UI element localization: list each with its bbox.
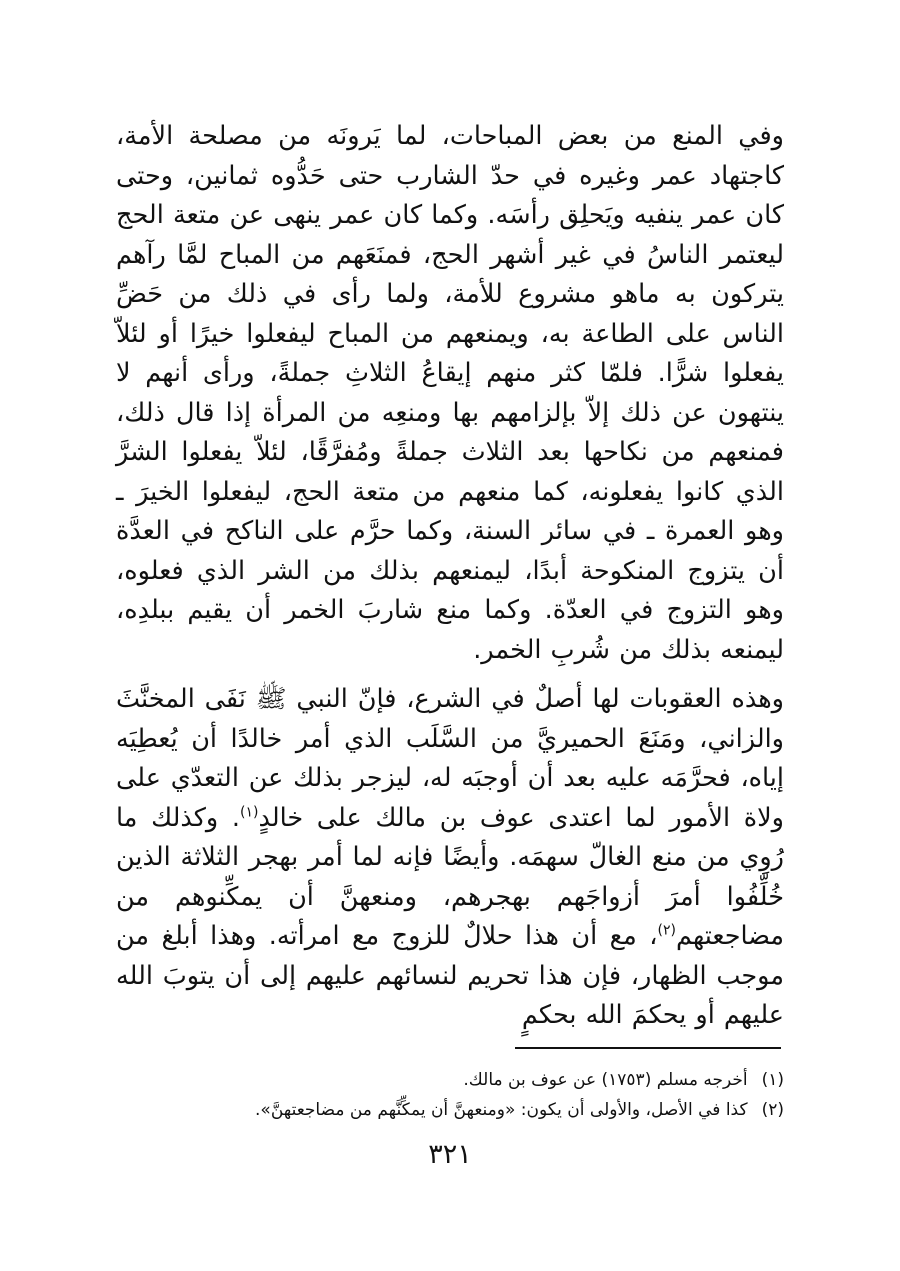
footnote-divider	[515, 1047, 781, 1049]
footnote-reference[interactable]: (١)	[239, 804, 259, 820]
footnote-text: كذا في الأصل، والأولى أن يكون: «ومنعهنَّ أن يمكِّنَّهم من مضاجعتهنَّ».	[255, 1100, 748, 1120]
paragraph-2	[116, 680, 784, 1036]
footnote	[255, 1095, 784, 1125]
footnote	[300, 1065, 784, 1095]
paragraph-text: وفي المنع من بعض المباحات، لما يَرونَه من مصلحة الأمة، كاجتهاد عمر وغيره في حدّ الشارب حتى حَدُّوه ثمانين، وحتى كان عمر ينفيه ويَحلِق رأسَه. وكما كان عمر ينهى عن متعة الحج ليعتمر الناسُ في غير أشهر الحج، فمنَعَهم من المباح لمَّا رآهم يتركون به ماهو مشروع للأمة، ولما رأى في ذلك من حَضِّ الناس على الطاعة به، ويمنعهم من المباح ليفعلوا خيرًا أو لئلاّ يفعلوا شرًّا. فلمّا كثر منهم إيقاعُ الثلاثِ جملةً، ورأى أنهم لا ينتهون عن ذلك إلاّ بإلزامهم بها ومنعِه من المرأة إذا قال ذلك، فمنعهم من نكاحها بعد الثلاث جملةً ومُفرَّقًا، لئلاّ يفعلوا الشرَّ الذي كانوا يفعلونه، كما منعهم من متعة الحج، ليفعلوا الخيرَ ـ وهو العمرة ـ في سائر السنة، وكما حرَّم على الناكح في العدَّة أن يتزوج المنكوحة أبدًا، ليمنعهم بذلك من الشر الذي فعلوه، وهو التزوج في العدّة. وكما منع شاربَ الخمر أن يقيم ببلدِه، ليمنعه بذلك من شُربِ الخمر.	[116, 121, 784, 665]
page-number: ٣٢١	[428, 1139, 472, 1170]
footnote-number: (٢)	[761, 1100, 784, 1120]
paragraph-text: . وكذلك ما رُوِي من منع الغالّ سهمَه. وأيضًا فإنه لما أمر بهجر الثلاثة الذين خُلِّفُوا أمرَ أزواجَهم بهجرهم، ومنعهنَّ أن يمكِّنوهم من مضاجعتهم	[116, 802, 784, 951]
paragraph-1	[116, 117, 784, 670]
footnotes	[255, 1065, 784, 1125]
footnote-reference[interactable]: (٢)	[657, 922, 676, 939]
footnote-number: (١)	[761, 1070, 784, 1090]
main-text	[116, 117, 784, 1036]
footnote-text: أخرجه مسلم (١٧٥٣) عن عوف بن مالك.	[463, 1070, 748, 1090]
paragraph-text: وهذه العقوبات لها أصلٌ في الشرع، فإنّ النبي ﷺ نَفَى المخنَّثَ والزاني، ومَنَعَ الحميريَّ من السَّلَب الذي أمر خالدًا أن يُعطِيَه إياه، فحرَّمَه عليه بعد أن أوجبَه له، ليزجر بذلك عن التعدّي على ولاة الأمور لما اعتدى عوف بن مالك على خالدٍ	[116, 684, 784, 833]
paragraph-text: ، مع أن هذا حلالٌ للزوج مع امرأته. وهذا أبلغ من موجب الظهار، فإن هذا تحريم لنسائهم عليهم إلى أن يتوبَ الله عليهم أو يحكمَ الله بحكمٍ	[116, 921, 784, 1030]
